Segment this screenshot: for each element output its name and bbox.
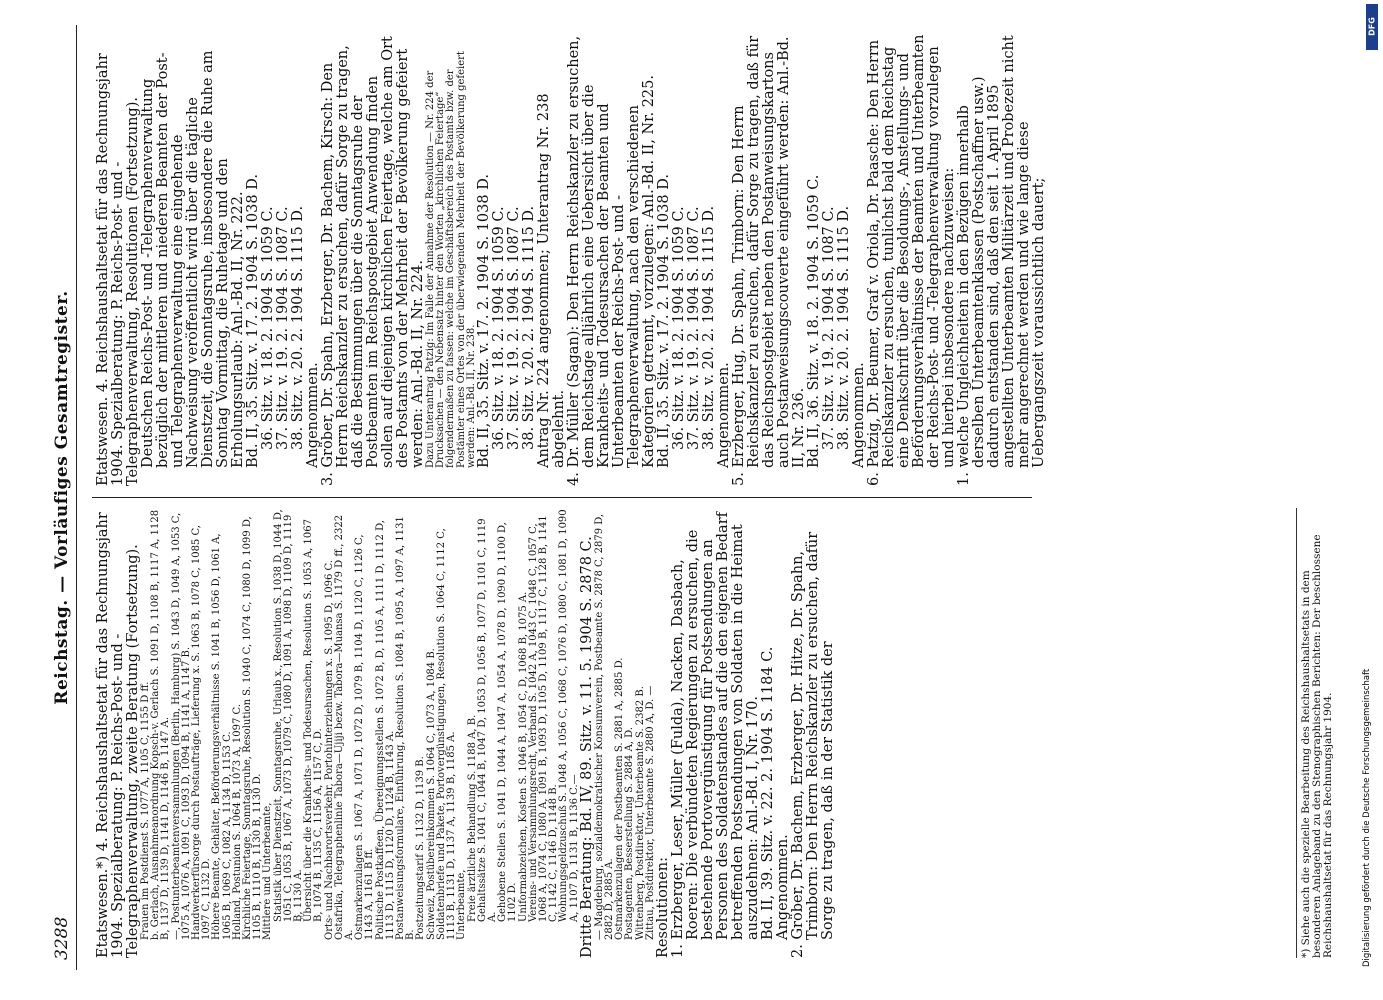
register-entry: Höhere Beamte, Gehälter, Beförderungsverhältnisse S. 1041 B, 1056 D, 1061 A, 1065 B, 1069 C, 1082 A, 1134 D, 1153 C. [211,533,233,940]
register-entry: Gehobene Stellen S. 1041 D, 1044 A, 1047 A, 1054 A, 1078 D, 1090 D, 1100 D, 1102 D. [497,522,519,922]
register-entry: 3. Gröber, Dr. Spahn, Erzberger, Dr. Bachem, Kirsch: Den Herrn Reichskanzler zu ersuchen, dafür Sorge zu tragen, daß die Bestimmungen über die Sonntagsruhe der Postbeamten im Reichspostgebiet Anwendung finden sollen auf diejenigen kirchlichen Feiertage, welche am Ort des Postamts von der Mehrheit der Bevölkerung gefeiert werden: Anl.-Bd. II, Nr. 224. [320,36,426,486]
register-entry: Ostmarkenzulagen S. 1067 A, 1071 D, 1072 D, 1079 B, 1104 D, 1120 C, 1126 C, 1143 A, 1161 B ff. [354,534,376,940]
register-entry: Ostmarkenzulagen der Postbeamten S. 2881 A, 2885 D. [614,657,626,940]
register-entry: 38. Sitz. v. 20. 2. 1904 S. 1115 D. [836,205,853,450]
register-entry: Gehaltssätze S. 1041 C, 1044 B, 1047 D, 1053 D, 1056 B, 1077 D, 1101 C, 1119 A. [476,518,498,922]
register-entry: 38. Sitz. v. 20. 2. 1904 S. 1115 D. [701,205,718,450]
register-entry: Politische Postkaffeen, Übereignungsstellen S. 1072 B, D, 1105 A, 1111 D, 1112 D, 1113 D, 1115 D, 1120 D, 1124 B, 1143 A. [374,520,396,940]
register-entry: 36. Sitz. v. 18. 2. 1904 S. 1059 C. [491,206,508,450]
register-entry: 36. Sitz. v. 18. 2. 1904 S. 1059 C. [671,206,688,450]
register-entry: Zittau, Postdirektor, Unterbeamte S. 2880 A, D. — [644,685,656,940]
register-entry: Ostafrika, Telegraphenlinie Tabora—Ujiji bezw. Tabora—Muansa S. 1179 D ff., 2322 A. [333,514,356,940]
left-column [96,508,836,958]
register-entry: 36. Sitz. v. 18. 2. 1904 S. 1059 C. [260,206,276,450]
register-entry: Mittlere und Unterbeamte, [262,802,274,940]
register-entry: 37. Sitz. v. 19. 2. 1904 S. 1087 C. [506,206,523,450]
register-entry: b. Gerlach, Ausnahmeanordnung Kopsch-v. Gerlach S. 1091 D, 1108 B, 1117 A, 1128 B, 1137 D, 1139 D, 1141 D, 1146 B, 1147 A. [150,509,172,940]
register-entry: Postagenten, Besserstellung S. 2884 A, D. [624,726,636,940]
register-entry: Schweiz, Postübereinkommen S. 1064 C, 1073 A, 1084 B. [425,648,437,940]
register-entry: Angenommen. [305,362,321,468]
register-entry: Dritte Beratung: Bd. IV, 89. Sitz. v. 11. 5. 1904 S. 2878 C. [578,536,595,958]
register-entry: 5. Erzberger, Hug, Dr. Spahn, Trimborn: Den Herrn Reichskanzler zu ersuchen, dafür Sorge zu tragen, daß für das Reichspostgebiet neben den Postanweisungskartons auch Postanweisungscouverte eingeführt werden: Anl.-Bd. II, Nr. 236. [731,35,808,486]
register-entry: 2. Gröber, Dr. Bachem, Erzberger, Dr. Hitze, Dr. Spahn, Trimborn: Den Herrn Reichskanzler zu ersuchen, dafür Sorge zu tragen, daß in der Statistik der [789,531,836,958]
register-entry: Bd. II, 35. Sitz. v. 17. 2. 1904 S. 1038 D. [245,174,261,468]
register-entry: 1. Erzberger, Leser, Müller (Fulda), Nacken, Dasbach, Roeren: Die verbündeten Regierungen zu ersuchen, die bestehende Portovergünstigung für Postsendungen an Personen des Soldatenstandes auf die den eigenen Bedarf betreffenden Postsendungen von Soldaten in die Heimat auszudehnen: Anl.-Bd. I, Nr. 170. [669,512,761,958]
register-entry: Angenommen. [851,362,868,468]
running-title: Reichstag. — Vorläufiges Gesamtregister. [52,290,72,705]
footnote: *) Siehe auch die spezielle Bearbeitung des Reichshaushaltsetats in dem besonderen Anlageband zu den Stenographischen Berichten: Der beschlossene Reichshaushaltsetat für das Rechnungsjahr 1904. [1296,508,1334,958]
register-entry: Etatswesen.*) 4. Reichshaushaltsetat für das Rechnungsjahr 1904. Spezialberatung: P. Reichs-Post- und -Telegraphenverwaltung, zweite Beratung (Fortsetzung). [95,512,141,958]
register-entry: Angenommen. [774,834,791,940]
register-entry: Soldatenbriefe und Pakete, Portovergünstigungen, Resolution S. 1064 C, 1112 C, 1113 B, 1131 D, 1137 A, 1139 B, 1185 A. [435,528,458,940]
register-entry: Übersicht über die Krankheits- und Todesursachen, Resolution S. 1053 A, 1067 B, 1074 B, 1135 C, 1156 A, 1157 C, D. [303,519,325,922]
register-entry: Postzeitungstarif S. 1132 D, 1139 B. [415,756,427,940]
register-entry: Kirchliche Feiertage, Sonntagsruhe, Resolution S. 1040 C, 1074 C, 1080 D, 1099 D, 1105 B, 1110 B, 1130 B, 1130 D. [242,516,264,940]
register-entry: Deutschen Reichs-Post- und -Telegraphenverwaltung bezüglich der mittleren und niederen Beamten der Post- und Telegraphenverwaltung eine eingehende Nachweisung veröffentlicht wird über die tägliche Dienstzeit, die Sonntagsruhe, insbesondere die Ruhe am Sonntag Vormittag, die Ruhetage und den Erholungsurlaub: Anl.-Bd. II, Nr. 222. [140,50,246,468]
register-entry: Bd. II, 35. Sitz. v. 17. 2. 1904 S. 1038 D. [476,174,493,468]
register-entry: —, Postunterbeamtenversammlungen (Berlin, Hamburg) S. 1043 D, 1049 A, 1053 C, 1075 A, 1076 A, 1091 C, 1093 D, 1094 B, 1141 A, 1147 B. [170,512,192,940]
register-entry: Dazu Unterantrag Patzig: Im Falle der Annahme der Resolution — Nr. 224 der Drucksachen — den Nebensatz hinter den Worten „kirchlichen Feiertage“ folgendermaßen zu fassen: welche im Geschäftsbereich des Postamts bzw. der Postämter eines Ortes von der überwiegenden Mehrheit der Bevölkerung gefeiert werden: Anl.-Bd. II, Nr. 238. [425,51,477,468]
register-entry: Bd. II, 39. Sitz. v. 22. 2. 1904 S. 1184 C. [759,646,776,940]
register-entry: 37. Sitz. v. 19. 2. 1904 S. 1087 C. [686,206,703,450]
register-entry: Uniformabzeichen, Kosten S. 1046 B, 1054 C, D, 1068 B, 1075 A. [517,591,529,922]
register-entry: Bd. II, 35. Sitz. v. 17. 2. 1904 S. 1038 D. [656,174,673,468]
right-column [96,31,1047,486]
register-entry: Wohnungsgeldzuschuß S. 1048 A, 1056 C, 1068 C, 1076 D, 1080 C, 1081 D, 1090 A, 1107 D, 1131 B, 1136 C.— [558,509,580,922]
register-entry: Postanweisungsformulare, Einführung, Resolution S. 1084 B, 1095 A, 1097 A, 1131 B. [395,516,417,940]
register-entry: 37. Sitz. v. 19. 2. 1904 S. 1087 C. [275,206,291,450]
register-entry: Orts- und Nachbarortsverkehr, Portohinterziehungen x. S. 1095 D, 1096 C. [323,560,335,940]
register-entry: Antrag Nr. 224 angenommen; Unterantrag Nr. 238 abgelehnt. [536,93,568,468]
register-entry: Bd. II, 36. Sitz. v. 18. 2. 1904 S. 1059 C. [806,174,823,468]
dfg-badge-text: DFG [1367,17,1377,36]
register-entry: 38. Sitz. v. 20. 2. 1904 S. 1115 D. [290,205,306,450]
register-entry: Wittenberg, Postdirektor, Unterbeamte S. 2382 B. [634,686,646,940]
register-entry: Statistik über Dienstzeit, Sonntagsruhe, Urlaub x., Resolution S. 1038 D, 1044 D, 1051 C, 1053 B, 1067 A, 1073 D, 1079 C, 1080 D, 1091 A, 1098 D, 1109 D, 1119 B, 1130 A. [272,509,305,922]
register-entry: Resolutionen: [654,857,671,958]
register-entry: Frauen im Postdienst S. 1077 A, 1105 C, 1155 D ff. [140,681,151,940]
register-entry: Angenommen. [716,362,733,468]
register-entry: Freie ärztliche Behandlung S. 1188 A, B. [466,714,478,922]
digitization-credit [1347,10,1383,990]
register-entry: Unterbeamte, [456,869,468,940]
register-entry: Etatswesen. 4. Reichshaushaltsetat für das Rechnungsjahr 1904. Spezialberatung: P. Reichs-Post- und -Telegraphenverwaltung, Resolutionen (Fortsetzung). [95,53,141,486]
register-entry: Vereins- und Versammlungsrecht, Verband S. 1042 A, 1043 C, 1048 C, 1057 C, 1068 A, 1074 C, 1080 A, 1091 B, 1093 D, 1105 D, 1109 B, 1117 C, 1128 B, 1141 C, 1142 C, 1146 D, 1148 B. [527,515,560,922]
register-entry: 38. Sitz. v. 20. 2. 1904 S. 1115 D. [521,205,538,450]
page-header [48,25,77,970]
register-entry: Handwerkerfürsorge durch Postaufträge, Lieferung x. S. 1063 B, 1078 C, 1085 C, 1097 C, 1132 D. [191,525,213,940]
register-entry: Holland, Postunion S. 1064 B, 1073 A, 1097 C. [231,703,243,940]
register-entry: 1. welche Ungleichheiten in den Bezügen innerhalb derselben Unterbeamtenklassen (Postschaffner usw.) dadurch entstanden sind, daß den seit 1. April 1895 angestellten Unterbeamten Militärzeit und Probezeit nicht mehr angerechnet werden und wie lange diese Uebergangszeit voraussichtlich dauert; [956,35,1048,486]
credit-text: Digitalisierung gefördert durch die Deutsche Forschungsgemeinschaft [1362,668,1372,967]
page-number: 3288 [52,916,72,960]
register-entry: 37. Sitz. v. 19. 2. 1904 S. 1087 C. [821,206,838,450]
register-entry: — Magdeburg, sozialdemokratischer Konsumverein, Postbeamte S. 2878 C, 2879 D, 2882 D, 2885 A. [593,513,615,940]
column-divider [92,497,1032,498]
register-entry: 6. Patzig, Dr. Beumer, Graf v. Oriola, Dr. Paasche: Den Herrn Reichskanzler zu ersuchen, tunlichst bald dem Reichstag eine Denkschrift über die Besoldungs-, Anstellungs- und Beförderungsverhältnisse der Beamten und Unterbeamten der Reichs-Post- und -Telegraphenverwaltung vorzulegen und hierbei insbesondere nachzuweisen: [866,34,958,486]
register-entry: 4. Dr. Müller (Sagan): Den Herrn Reichskanzler zu ersuchen, dem Reichstage alljährlich eine Uebersicht über die Krankheits- und Todesursachen der Beamten und Unterbeamten der Reichs-Post- und -Telegraphenverwaltung, nach den verschiedenen Kategorien getrennt, vorzulegen: Anl.-Bd. II, Nr. 225. [566,35,658,486]
dfg-logo [1366,4,1378,50]
